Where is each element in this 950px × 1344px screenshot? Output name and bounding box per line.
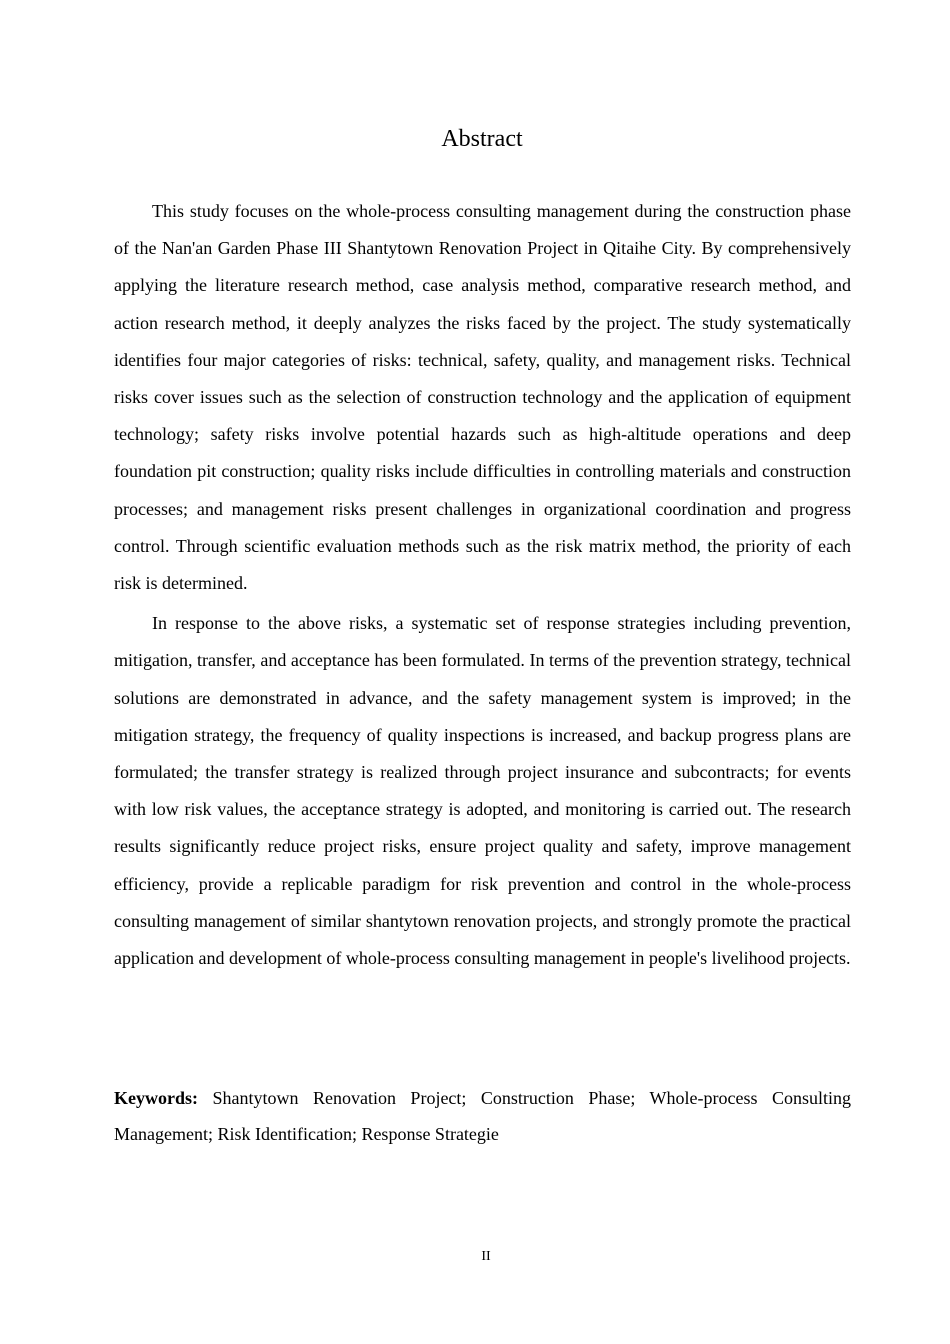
- abstract-title: Abstract: [441, 126, 523, 152]
- abstract-paragraph-2: In response to the above risks, a systematic set of response strategies including prevention, mitigation, transfer, and acceptance has been formulated. In terms of the prevention strategy, technical solutions are demonstrated in advance, and the safety management system is improved; in the mitigation strategy, the frequency of quality inspections is increased, and backup progress plans are formulated; the transfer strategy is realized through project insurance and subcontracts; for events with low risk values, the acceptance strategy is adopted, and monitoring is carried out. The research results significantly reduce project risks, ensure project quality and safety, improve management efficiency, provide a replicable paradigm for risk prevention and control in the whole-process consulting management of similar shantytown renovation projects, and strongly promote the practical application and development of whole-process consulting management in people's livelihood projects.: [114, 613, 851, 969]
- page-number: II: [481, 1249, 491, 1264]
- keywords-label: Keywords:: [114, 1088, 198, 1108]
- keywords-text: Shantytown Renovation Project; Construction Phase; Whole-process Consulting Management; Risk Identification; Response Strategie: [114, 1088, 851, 1144]
- abstract-paragraph-1: This study focuses on the whole-process consulting management during the construction phase of the Nan'an Garden Phase III Shantytown Renovation Project in Qitaihe City. By comprehensively applying the literature research method, case analysis method, comparative research method, and action research method, it deeply analyzes the risks faced by the project. The study systematically identifies four major categories of risks: technical, safety, quality, and management risks. Technical risks cover issues such as the selection of construction technology and the application of equipment technology; safety risks involve potential hazards such as high-altitude operations and deep foundation pit construction; quality risks include difficulties in controlling materials and construction processes; and management risks present challenges in organizational coordination and progress control. Through scientific evaluation methods such as the risk matrix method, the priority of each risk is determined.: [114, 201, 851, 594]
- keywords-line: [114, 1080, 851, 1152]
- abstract-body: [114, 193, 851, 977]
